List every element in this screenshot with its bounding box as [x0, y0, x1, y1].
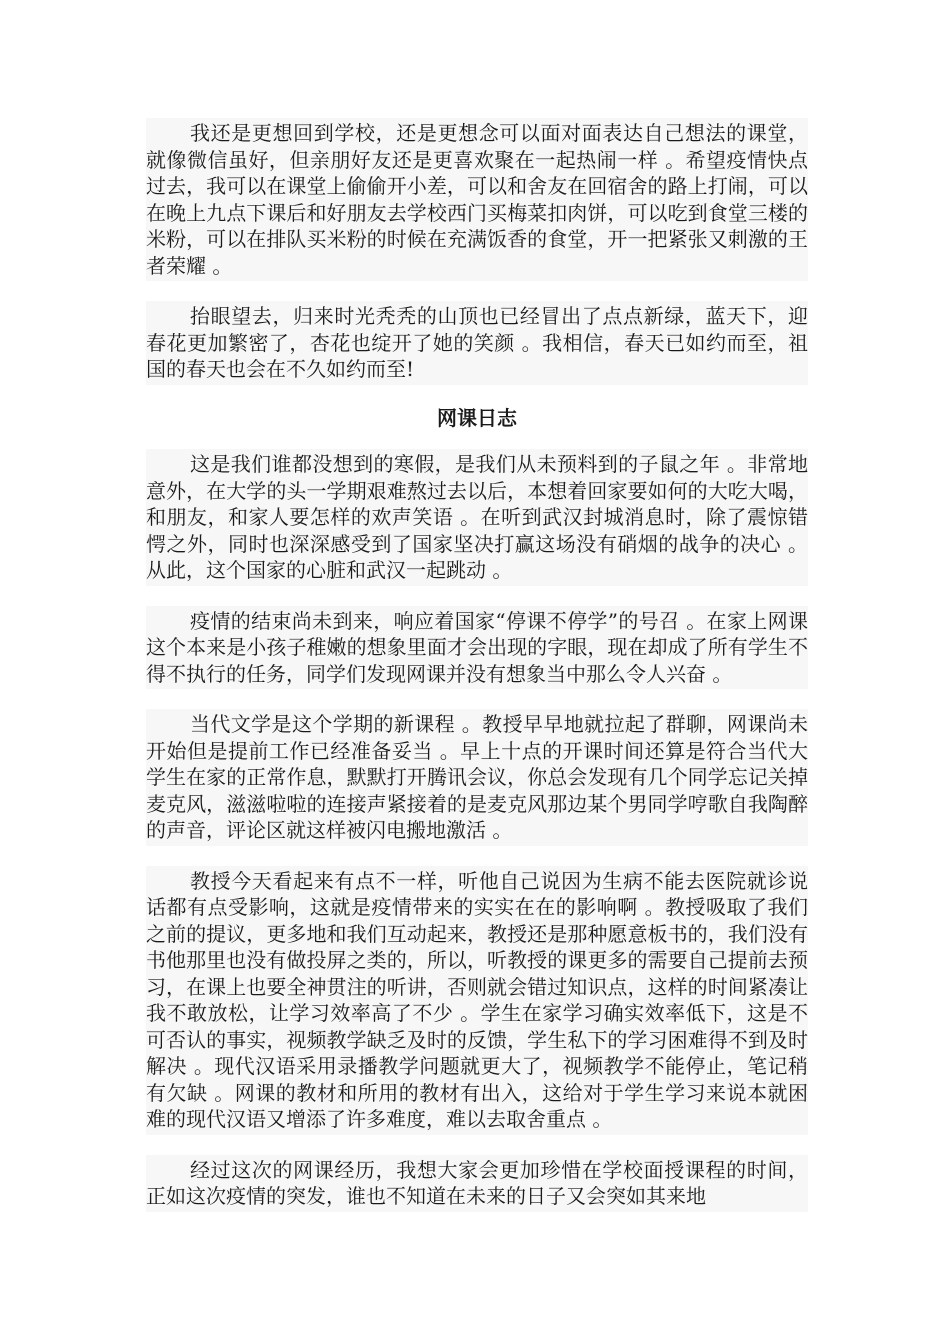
section-title: 网课日志 — [437, 405, 517, 430]
paragraph: 当代文学是这个学期的新课程 。教授早早地就拉起了群聊，网课尚未开始但是提前工作已经准备妥当 。早上十点的开课时间还算是符合当代大学生在家的正常作息，默默打开腾讯会议，你总会发现有几个同学忘记关掉麦克风，滋滋啦啦的连接声紧接着的是麦克风那边某个男同学哼歌自我陶醉的声音，评论区就这样被闪电搬地激活 。 — [146, 709, 808, 846]
paragraph: 抬眼望去，归来时光秃秃的山顶也已经冒出了点点新绿，蓝天下，迎春花更加繁密了，杏花也绽开了她的笑颜 。我相信，春天已如约而至，祖国的春天也会在不久如约而至! — [146, 301, 808, 385]
paragraph: 我还是更想回到学校，还是更想念可以面对面表达自己想法的课堂，就像微信虽好，但亲朋好友还是更喜欢聚在一起热闹一样 。希望疫情快点过去，我可以在课堂上偷偷开小差，可以和舍友在回宿舍的路上打闹，可以在晚上九点下课后和好朋友去学校西门买梅菜扣肉饼，可以吃到食堂三楼的米粉，可以在排队买米粉的时候在充满饭香的食堂，开一把紧张又刺激的王者荣耀 。 — [146, 118, 808, 281]
paragraph: 疫情的结束尚未到来，响应着国家“停课不停学”的号召 。在家上网课这个本来是小孩子稚嫩的想象里面才会出现的字眼，现在却成了所有学生不得不执行的任务，同学们发现网课并没有想象当中那么令人兴奋 。 — [146, 606, 808, 690]
document-body — [146, 118, 808, 1232]
paragraph: 教授今天看起来有点不一样，听他自己说因为生病不能去医院就诊说话都有点受影响，这就是疫情带来的实实在在的影响啊 。教授吸取了我们之前的提议，更多地和我们互动起来，教授还是那种愿意板书的，我们没有书他那里也没有做投屏之类的，所以，听教授的课更多的需要自己提前去预习，在课上也要全神贯注的听讲，否则就会错过知识点，这样的时间紧凑让我不敢放松，让学习效率高了不少 。学生在家学习确实效率低下，这是不可否认的事实，视频教学缺乏及时的反馈，学生私下的学习困难得不到及时解决 。现代汉语采用录播教学问题就更大了，视频教学不能停止，笔记稍有欠缺 。网课的教材和所用的教材有出入，这给对于学生学习来说本就困难的现代汉语又增添了许多难度，难以去取舍重点 。 — [146, 866, 808, 1135]
paragraph: 这是我们谁都没想到的寒假，是我们从未预料到的子鼠之年 。非常地意外，在大学的头一学期艰难熬过去以后，本想着回家要如何的大吃大喝，和朋友，和家人要怎样的欢声笑语 。在听到武汉封城消息时，除了震惊错愕之外，同时也深深感受到了国家坚决打赢这场没有硝烟的战争的决心 。从此，这个国家的心脏和武汉一起跳动 。 — [146, 449, 808, 586]
paragraph: 经过这次的网课经历，我想大家会更加珍惜在学校面授课程的时间，正如这次疫情的突发，谁也不知道在未来的日子又会突如其来地 — [146, 1155, 808, 1212]
